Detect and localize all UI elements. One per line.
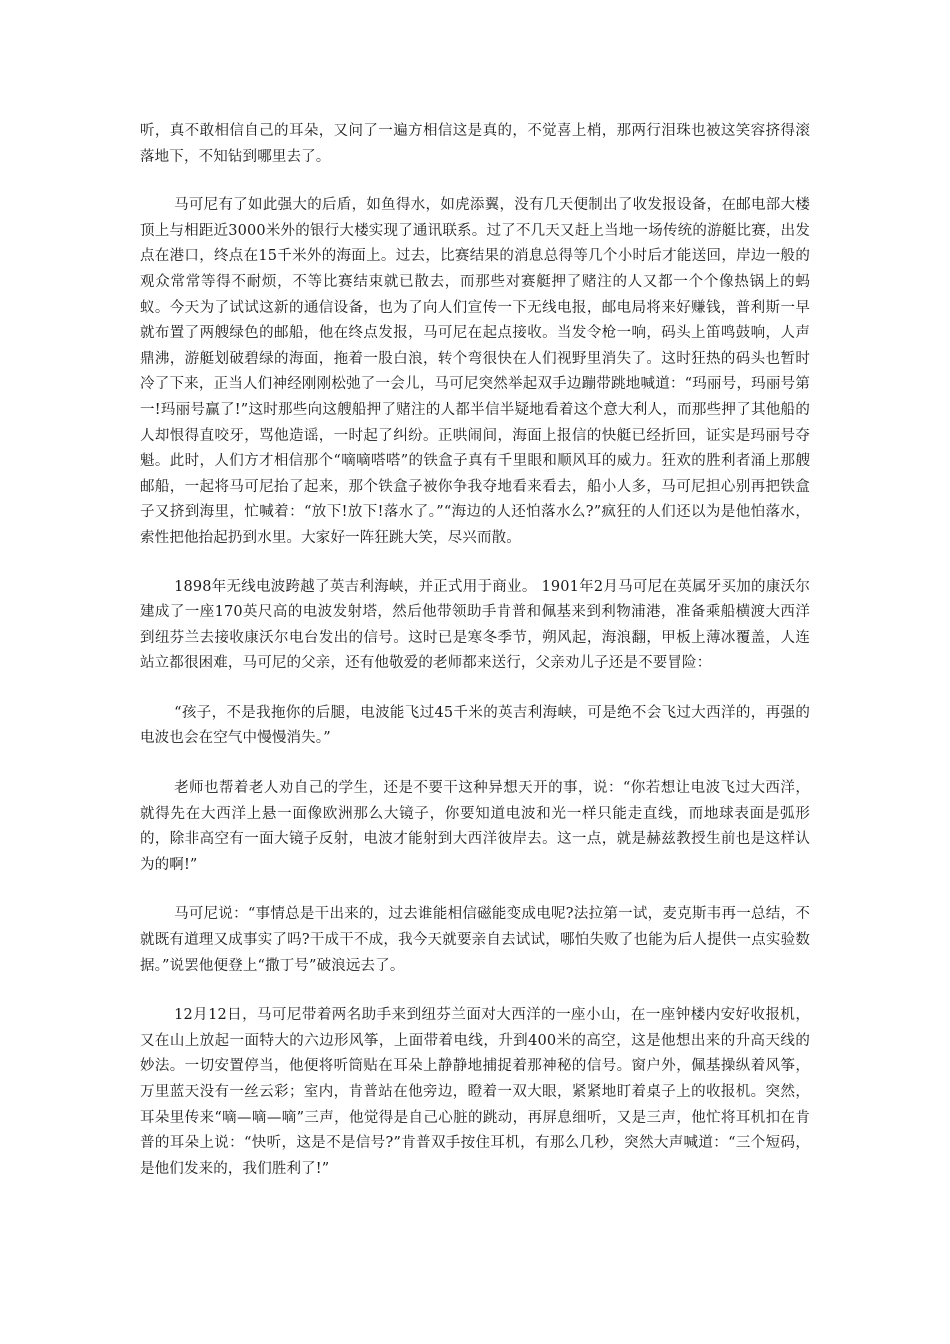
document-body (140, 119, 810, 1206)
paragraph-newfoundland: 12月12日，马可尼带着两名助手来到纽芬兰面对大西洋的一座小山，在一座钟楼内安好收报机，又在山上放起一面特大的六边形风筝，上面带着电线，升到400米的高空，这是他想出来的升高天线的妙法。一切安置停当，他便将听筒贴在耳朵上静静地捕捉着那神秘的信号。窗户外，佩基操纵着风筝，万里蓝天没有一丝云彩；室内，肯普站在他旁边，瞪着一双大眼，紧紧地盯着桌子上的收报机。突然，耳朵里传来“嘀—嘀—嘀”三声，他觉得是自己心脏的跳动，再屏息细听，又是三声，他忙将耳机扣在肯普的耳朵上说：“快听，这是不是信号?”肯普双手按住耳机，有那么几秒，突然大声喊道：“三个短码，是他们发来的，我们胜利了!” (140, 1007, 810, 1177)
paragraph-marconi-reply: 马可尼说：“事情总是干出来的，过去谁能相信磁能变成电呢?法拉第一试，麦克斯韦再一总结，不就既有道理又成事实了吗?干成干不成，我今天就要亲自去试试，哪怕失败了也能为后人提供一点实验数据。”说罢他便登上“撒丁号”破浪远去了。 (140, 906, 810, 974)
paragraph-continuation: 听，真不敢相信自己的耳朵，又问了一遍方相信这是真的，不觉喜上梢，那两行泪珠也被这笑容挤得滚落地下，不知钻到哪里去了。 (140, 123, 810, 165)
paragraph-father-quote: “孩子，不是我拖你的后腿，电波能飞过45千米的英吉利海峡，可是绝不会飞过大西洋的，再强的电波也会在空气中慢慢消失。” (140, 704, 810, 747)
paragraph-1898-channel: 1898年无线电波跨越了英吉利海峡，并正式用于商业。 1901年2月马可尼在英属牙买加的康沃尔建成了一座170英尺高的电波发射塔，然后他带领助手肯普和佩基来到利物浦港，准备乘船横渡大西洋到纽芬兰去接收康沃尔电台发出的信号。这时已是寒冬季节，朔风起，海浪翻，甲板上薄冰覆盖，人连站立都很困难，马可尼的父亲，还有他敬爱的老师都来送行，父亲劝儿子还是不要冒险： (140, 578, 810, 672)
paragraph-regatta: 马可尼有了如此强大的后盾，如鱼得水，如虎添翼，没有几天便制出了收发报设备，在邮电部大楼顶上与相距近3000米外的银行大楼实现了通讯联系。过了不几天又赶上当地一场传统的游艇比赛，出发点在港口，终点在15千米外的海面上。过去，比赛结果的消息总得等几个小时后才能送回，岸边一般的观众常常等得不耐烦，不等比赛结束就已散去，而那些对赛艇押了赌注的人又都一个个像热锅上的蚂蚁。今天为了试试这新的通信设备，也为了向人们宣传一下无线电报，邮电局将来好赚钱，普利斯一早就布置了两艘绿色的邮船，他在终点发报，马可尼在起点接收。当发令枪一响，码头上笛鸣鼓响，人声鼎沸，游艇划破碧绿的海面，拖着一股白浪，转个弯很快在人们视野里消失了。这时狂热的码头也暂时冷了下来，正当人们神经刚刚松弛了一会儿，马可尼突然举起双手边蹦带跳地喊道：“玛丽号，玛丽号第一!玛丽号赢了!”这时那些向这艘船押了赌注的人都半信半疑地看着这个意大利人，而那些押了其他船的人却恨得直咬牙，骂他造谣，一时起了纠纷。正哄闹间，海面上报信的快艇已经折回，证实是玛丽号夺魁。此时，人们方才相信那个“嘀嘀嗒嗒”的铁盒子真有千里眼和顺风耳的威力。狂欢的胜利者涌上那艘邮船，一起将马可尼抬了起来，那个铁盒子被你争我夺地看来看去，船小人多，马可尼担心别再把铁盒子又挤到海里，忙喊着：“放下!放下!落水了。”“海边的人还怕落水么?”疯狂的人们还以为是他怕落水，索性把他抬起扔到水里。大家好一阵狂跳大笑，尽兴而散。 (140, 197, 810, 546)
paragraph-teacher-quote: 老师也帮着老人劝自己的学生，还是不要干这种异想天开的事，说：“你若想让电波飞过大西洋，就得先在大西洋上悬一面像欧洲那么大镜子，你要知道电波和光一样只能走直线，而地球表面是弧形的，除非高空有一面大镜子反射，电波才能射到大西洋彼岸去。这一点，就是赫兹教授生前也是这样认为的啊!” (140, 780, 810, 873)
